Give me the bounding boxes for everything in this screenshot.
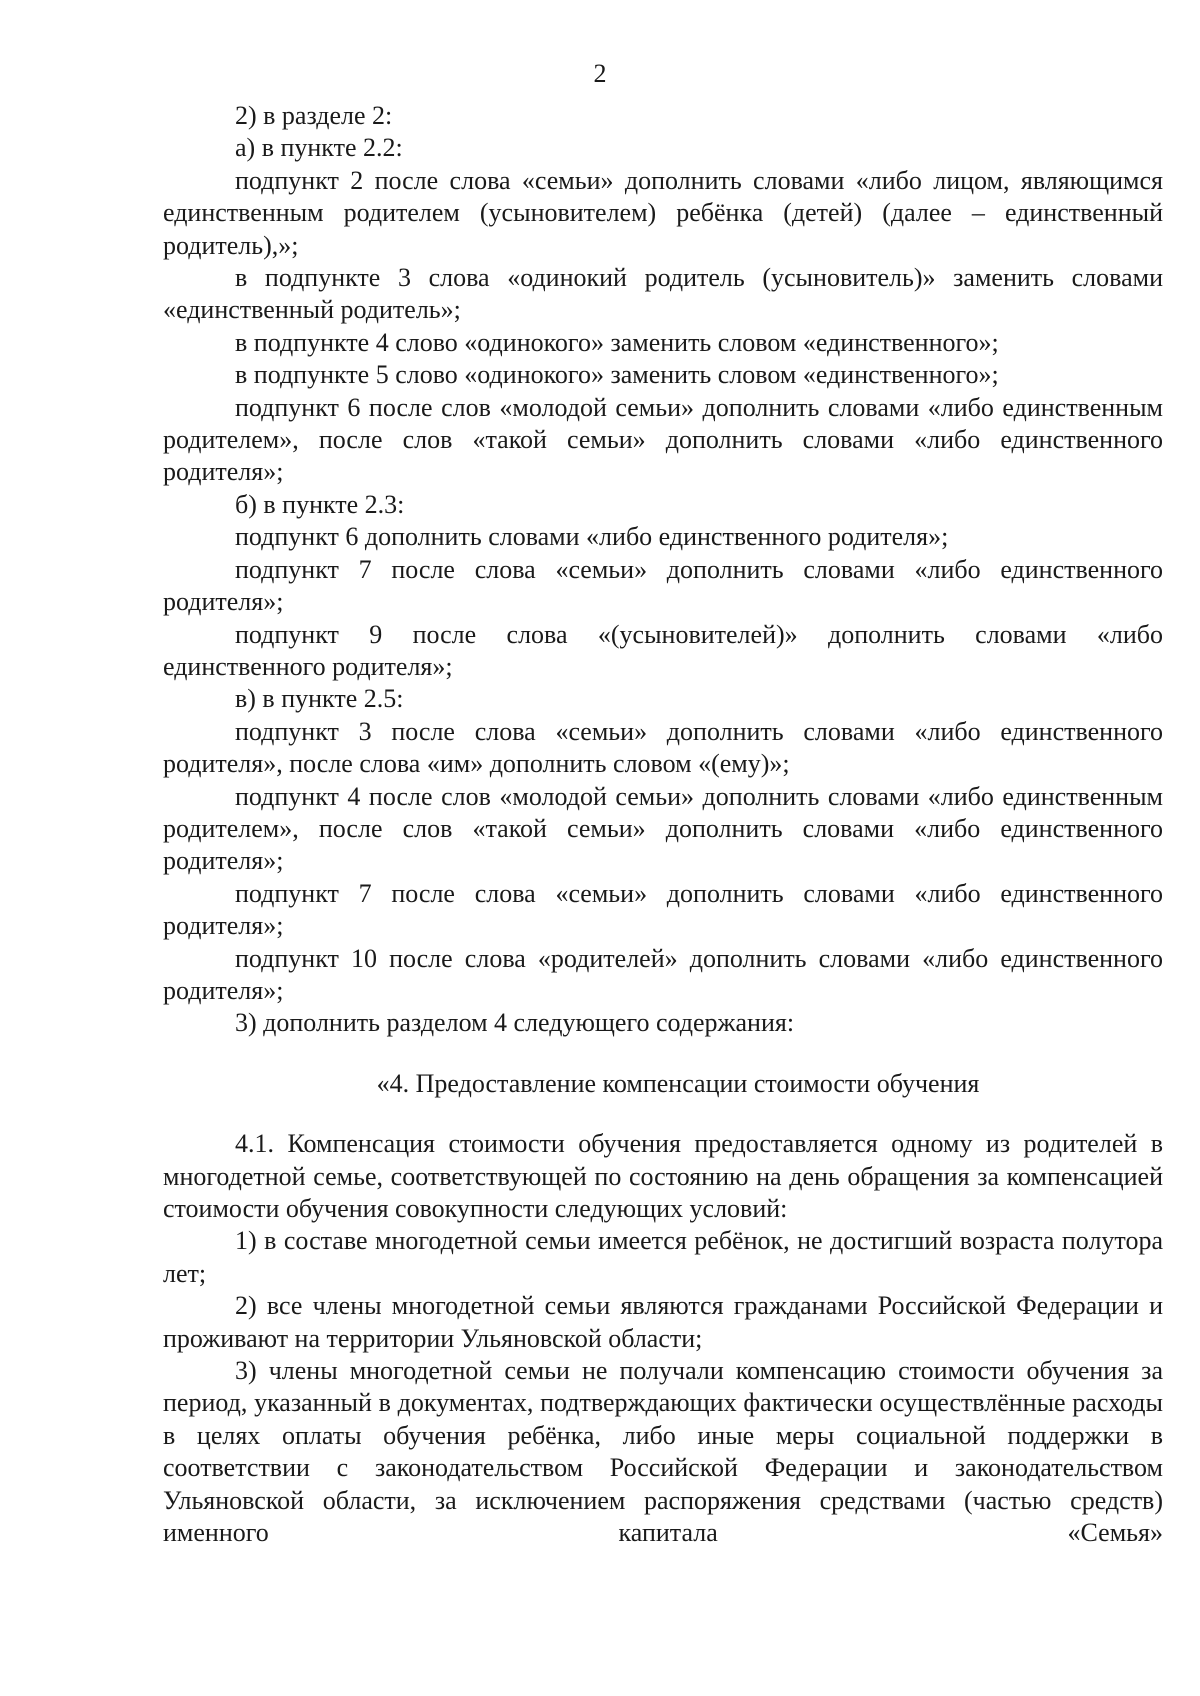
paragraph: подпункт 3 после слова «семьи» дополнить словами «либо единственного родителя», после слова «им» дополнить словом «(ему)»; <box>163 716 1163 779</box>
paragraph: 4.1. Компенсация стоимости обучения предоставляется одному из родителей в многодетной семье, соответствующей по состоянию на день обращения за компенсацией стоимости обучения совокупности следующих условий: <box>163 1129 1163 1223</box>
paragraph: подпункт 7 после слова «семьи» дополнить словами «либо единственного родителя»; <box>163 554 1163 617</box>
paragraph: а) в пункте 2.2: <box>235 133 403 163</box>
paragraph: в подпункте 4 слово «одинокого» заменить словом «единственного»; <box>235 327 999 357</box>
paragraph: подпункт 4 после слов «молодой семьи» дополнить словами «либо единственным родителем», после слов «такой семьи» дополнить словами «либо единственного родителя»; <box>163 781 1163 876</box>
paragraph: б) в пункте 2.3: <box>235 489 405 519</box>
paragraph: подпункт 7 после слова «семьи» дополнить словами «либо единственного родителя»; <box>163 878 1163 941</box>
section-heading: «4. Предоставление компенсации стоимости обучения <box>376 1068 980 1098</box>
document-body <box>163 100 1163 1549</box>
paragraph: в) в пункте 2.5: <box>235 684 404 714</box>
paragraph: подпункт 6 дополнить словами «либо единственного родителя»; <box>235 522 949 552</box>
page-number: 2 <box>593 59 607 88</box>
paragraph: подпункт 2 после слова «семьи» дополнить словами «либо лицом, являющимся единственным родителем (усыновителем) ребёнка (детей) (далее – единственный родитель),»; <box>163 165 1163 260</box>
paragraph: подпункт 10 после слова «родителей» дополнить словами «либо единственного родителя»; <box>163 943 1163 1005</box>
paragraph: 3) дополнить разделом 4 следующего содержания: <box>235 1008 795 1038</box>
paragraph: подпункт 6 после слов «молодой семьи» дополнить словами «либо единственным родителем», после слов «такой семьи» дополнить словами «либо единственного родителя»; <box>163 392 1163 487</box>
paragraph: в подпункте 5 слово «одинокого» заменить словом «единственного»; <box>235 360 999 390</box>
paragraph: 1) в составе многодетной семьи имеется ребёнок, не достигший возраста полутора лет; <box>163 1226 1163 1288</box>
paragraph: 2) все члены многодетной семьи являются гражданами Российской Федерации и проживают на территории Ульяновской области; <box>163 1291 1163 1353</box>
paragraph: в подпункте 3 слова «одинокий родитель (усыновитель)» заменить словами «единственный родитель»; <box>163 263 1163 325</box>
paragraph: 2) в разделе 2: <box>235 101 393 130</box>
paragraph: 3) члены многодетной семьи не получали компенсацию стоимости обучения за период, указанный в документах, подтверждающих фактически осуществлённые расходы в целях оплаты обучения ребёнка, либо иные меры социальной поддержки в соответствии с законодательством Российской Федерации и законодательством Ульяновской области, за исключением распоряжения средствами (частью средств) именного капитала «Семья» <box>163 1356 1163 1548</box>
paragraph: подпункт 9 после слова «(усыновителей)» дополнить словами «либо единственного родителя»; <box>163 619 1163 681</box>
